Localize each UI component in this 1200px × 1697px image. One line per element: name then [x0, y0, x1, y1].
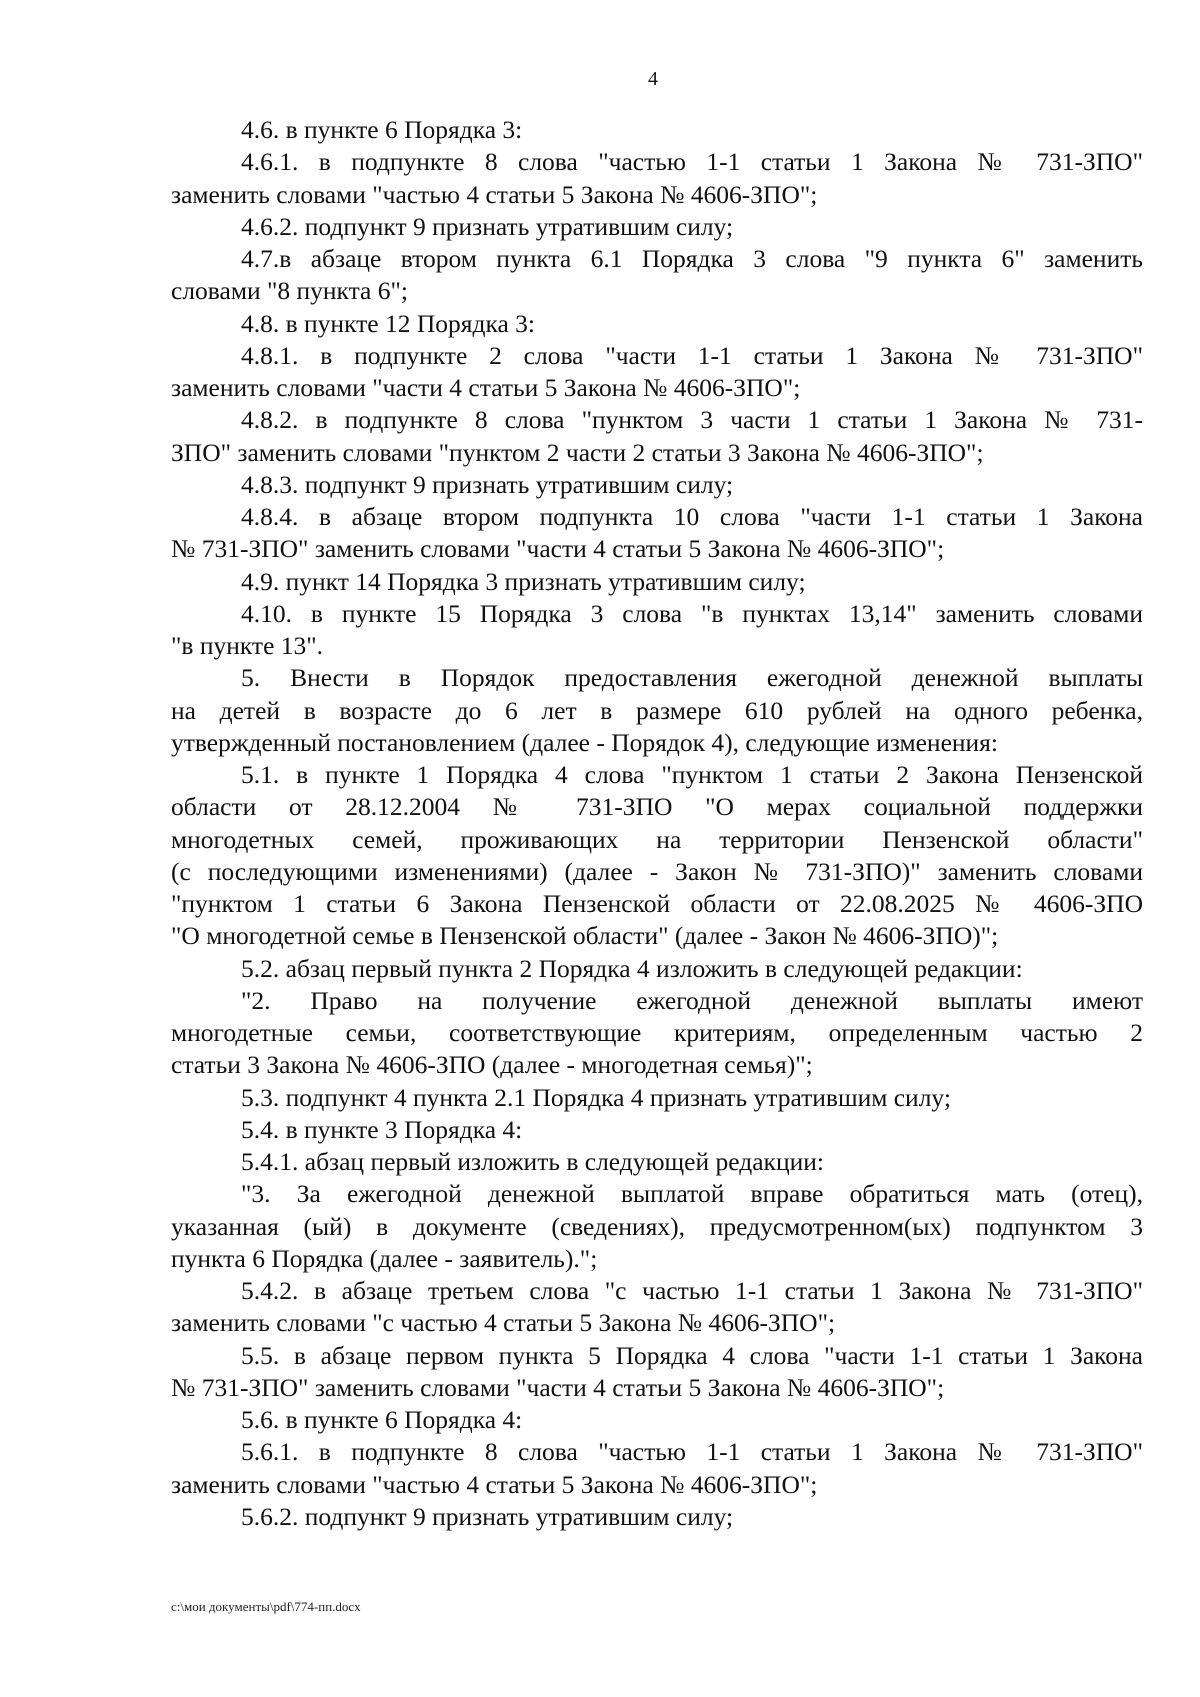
text-line: № 731-ЗПО" заменить словами "части 4 статьи 5 Закона № 4606-ЗПО";: [171, 1372, 945, 1402]
text-line: 4.6.1. в подпункте 8 слова "частью 1-1 статьи 1 Закона № 731-ЗПО": [241, 147, 1143, 177]
text-line: 4.7.в абзаце втором пункта 6.1 Порядка 3 слова "9 пункта 6" заменить: [241, 244, 1143, 273]
text-line: "в пункте 13".: [171, 631, 324, 660]
text-line: 4.6.2. подпункт 9 признать утратившим силу;: [241, 211, 734, 241]
text-line: 5.6.2. подпункт 9 признать утратившим силу;: [241, 1501, 734, 1531]
text-line: 4.9. пункт 14 Порядка 3 признать утратившим силу;: [241, 566, 806, 596]
text-line: словами "8 пункта 6";: [171, 276, 408, 306]
text-line: № 731-ЗПО" заменить словами "части 4 статьи 5 Закона № 4606-ЗПО";: [171, 534, 945, 564]
text-line: 5. Внести в Порядок предоставления ежегодной денежной выплаты: [241, 663, 1143, 693]
text-line: 4.6. в пункте 6 Порядка 3:: [241, 115, 523, 144]
text-line: 5.5. в абзаце первом пункта 5 Порядка 4 слова "части 1-1 статьи 1 Закона: [241, 1340, 1143, 1370]
text-line: 4.8.2. в подпункте 8 слова "пунктом 3 части 1 статьи 1 Закона № 731-: [241, 405, 1143, 435]
text-line: заменить словами "части 4 статьи 5 Закона № 4606-ЗПО";: [171, 373, 801, 402]
text-line: 4.8.4. в абзаце втором подпункта 10 слова "части 1-1 статьи 1 Закона: [241, 502, 1143, 531]
document-body: [171, 114, 1143, 1533]
text-line: 5.6.1. в подпункте 8 слова "частью 1-1 статьи 1 Закона № 731-ЗПО": [241, 1437, 1143, 1467]
text-line: заменить словами "частью 4 статьи 5 Закона № 4606-ЗПО";: [171, 1469, 818, 1499]
text-line: 5.4. в пункте 3 Порядка 4:: [241, 1114, 523, 1144]
text-line: утвержденный постановлением (далее - Порядок 4), следующие изменения:: [171, 727, 998, 757]
text-line: статьи 3 Закона № 4606-ЗПО (далее - многодетная семья)";: [171, 1050, 813, 1080]
text-line: 5.1. в пункте 1 Порядка 4 слова "пунктом 1 статьи 2 Закона Пензенской: [241, 760, 1143, 789]
text-line: "О многодетной семье в Пензенской области" (далее - Закон № 4606-ЗПО)";: [171, 921, 999, 951]
text-line: многодетные семьи, соответствующие критериям, определенным частью 2: [171, 1018, 1143, 1047]
text-line: 5.2. абзац первый пункта 2 Порядка 4 изложить в следующей редакции:: [241, 953, 1023, 983]
text-line: 5.4.1. абзац первый изложить в следующей редакции:: [241, 1147, 824, 1176]
text-line: области от 28.12.2004 № 731-ЗПО "О мерах социальной поддержки: [171, 792, 1143, 822]
text-line: 4.8. в пункте 12 Порядка 3:: [241, 308, 535, 338]
text-line: "3. За ежегодной денежной выплатой вправе обратиться мать (отец),: [241, 1179, 1143, 1209]
text-line: указанная (ый) в документе (сведениях), предусмотренном(ых) подпунктом 3: [171, 1211, 1143, 1241]
text-line: 4.10. в пункте 15 Порядка 3 слова "в пунктах 13,14" заменить словами: [241, 598, 1143, 628]
footer-file-path: c:\мои документы\pdf\774-пп.docx: [171, 1599, 361, 1614]
text-line: 5.4.2. в абзаце третьем слова "с частью 1-1 статьи 1 Закона № 731-ЗПО": [241, 1276, 1143, 1305]
text-line: ЗПО" заменить словами "пунктом 2 части 2 статьи 3 Закона № 4606-ЗПО";: [171, 437, 984, 467]
text-line: на детей в возрасте до 6 лет в размере 610 рублей на одного ребенка,: [171, 695, 1143, 725]
text-line: "пунктом 1 статьи 6 Закона Пензенской области от 22.08.2025 № 4606-ЗПО: [171, 889, 1143, 918]
text-line: 4.8.3. подпункт 9 признать утратившим силу;: [241, 469, 734, 499]
text-line: многодетных семей, проживающих на территории Пензенской области": [171, 824, 1143, 854]
text-line: заменить словами "с частью 4 статьи 5 Закона № 4606-ЗПО";: [171, 1308, 836, 1338]
text-line: "2. Право на получение ежегодной денежной выплаты имеют: [241, 985, 1143, 1015]
text-line: 4.8.1. в подпункте 2 слова "части 1-1 статьи 1 Закона № 731-ЗПО": [241, 340, 1143, 370]
text-line: (с последующими изменениями) (далее - Закон № 731-ЗПО)" заменить словами: [171, 856, 1143, 886]
text-line: 5.3. подпункт 4 пункта 2.1 Порядка 4 признать утратившим силу;: [241, 1082, 951, 1112]
text-line: пункта 6 Порядка (далее - заявитель).";: [171, 1243, 598, 1273]
page-number: 4: [648, 68, 658, 90]
text-line: 5.6. в пункте 6 Порядка 4:: [241, 1405, 523, 1434]
text-line: заменить словами "частью 4 статьи 5 Закона № 4606-ЗПО";: [171, 179, 818, 209]
